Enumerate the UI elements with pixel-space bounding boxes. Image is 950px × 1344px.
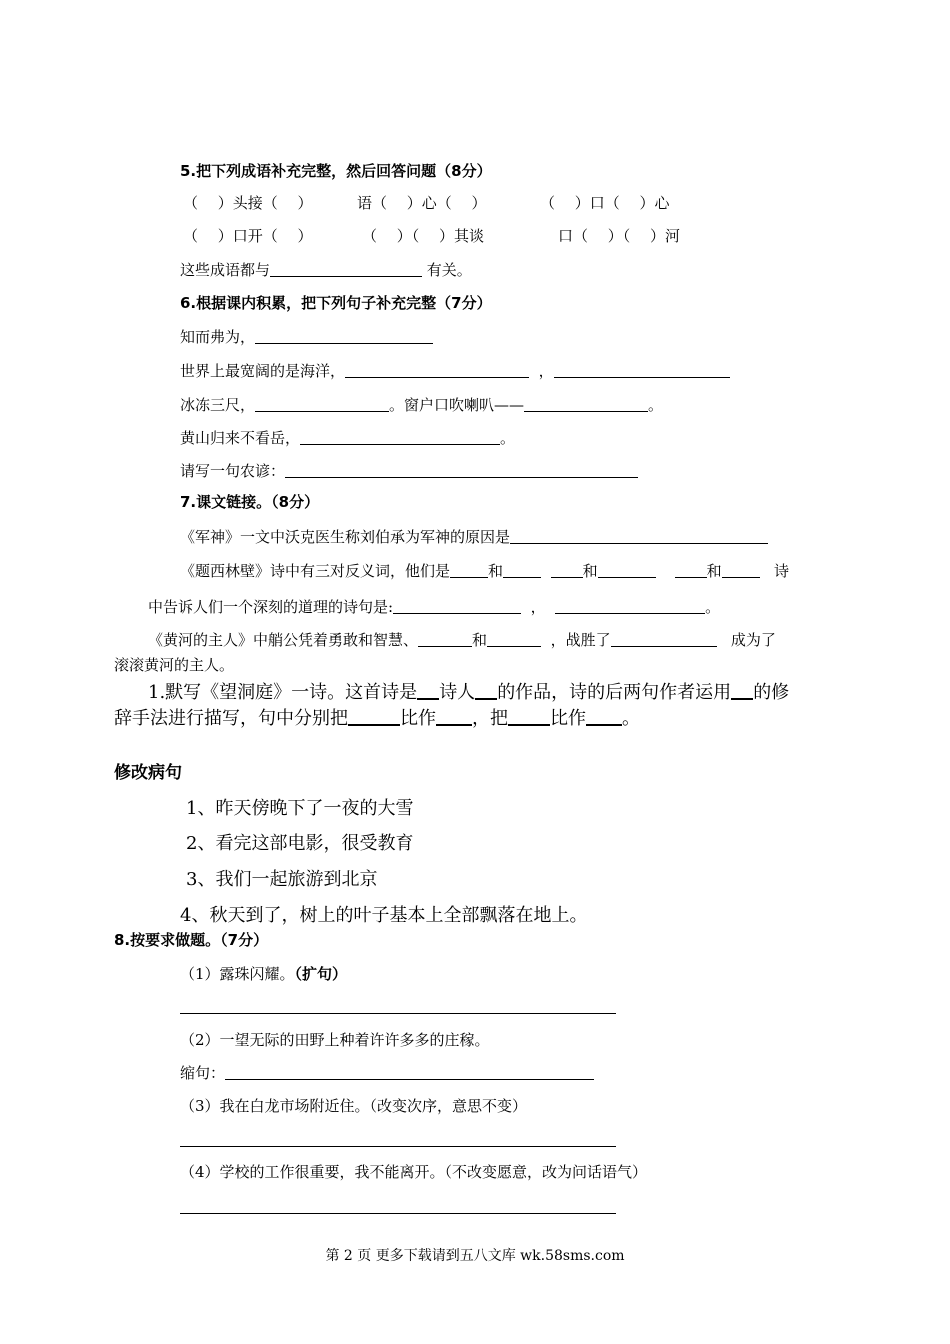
q7-line-5: 滚滚黄河的主人。: [114, 656, 235, 674]
idiom-blank-2: 语（ ）心（ ）: [357, 194, 487, 212]
bingju-item-3: 3、我们一起旅游到北京: [186, 869, 378, 890]
answer-blank[interactable]: [393, 597, 521, 614]
answer-blank[interactable]: [225, 1063, 594, 1080]
section-title-bingju: 修改病句: [114, 763, 182, 783]
answer-blank[interactable]: [487, 630, 541, 647]
answer-line[interactable]: [180, 1146, 616, 1147]
bingju-item-1: 1、昨天傍晚下了一夜的大雪: [186, 798, 414, 819]
q7-title: 7.课文链接。（8分）: [180, 493, 320, 511]
answer-line[interactable]: [180, 1213, 616, 1214]
answer-blank[interactable]: [417, 680, 439, 700]
answer-blank[interactable]: [554, 361, 730, 378]
q5-title: 5.把下列成语补充完整，然后回答问题（8分）: [180, 162, 492, 180]
q8-sentence-4: （4）学校的工作很重要，我不能离开。（不改变愿意，改为问话语气）: [180, 1163, 648, 1181]
q8-sentence-3: （3）我在白龙市场附近住。（改变次序，意思不变）: [180, 1097, 528, 1115]
page-footer: 第 2 页 更多下载请到五八文库 wk.58sms.com: [325, 1248, 625, 1264]
q6-line-1: 知而弗为，: [180, 327, 433, 347]
answer-blank[interactable]: [508, 706, 550, 726]
q8-title: 8.按要求做题。（7分）: [114, 931, 269, 949]
q6-line-5: 请写一句农谚：: [180, 461, 638, 481]
q7-line-3: 中告诉人们一个深刻的道理的诗句是: ， 。: [148, 598, 721, 616]
answer-blank[interactable]: [731, 680, 753, 700]
answer-blank[interactable]: [450, 561, 488, 578]
answer-blank[interactable]: [524, 395, 648, 412]
q7-line-4: 《黄河的主人》中艄公凭着勇敢和智慧、 和 ，战胜了 成为了: [148, 631, 776, 649]
q7-line-7: 辞手法进行描写，句中分别把 比作 ，把 比作 。: [114, 708, 640, 729]
answer-blank[interactable]: [345, 361, 529, 378]
answer-blank[interactable]: [270, 260, 422, 277]
answer-blank[interactable]: [510, 527, 768, 544]
idiom-blank-6: 口（ ）（ ）河: [558, 227, 681, 245]
q7-line-2: 《题西林壁》诗中有三对反义词，他们是 和 和 和 诗: [180, 562, 790, 580]
q5-answer-line: 这些成语都与 有关。: [180, 261, 472, 279]
answer-blank[interactable]: [551, 561, 583, 578]
answer-blank[interactable]: [436, 706, 472, 726]
answer-blank[interactable]: [722, 561, 760, 578]
answer-blank[interactable]: [255, 327, 433, 344]
q7-line-1: 《军神》一文中沃克医生称刘伯承为军神的原因是: [180, 527, 768, 547]
answer-blank[interactable]: [586, 706, 622, 726]
q8-sentence-1: （1）露珠闪耀。（扩句）: [180, 965, 348, 983]
answer-blank[interactable]: [675, 561, 707, 578]
answer-blank[interactable]: [611, 630, 717, 647]
idiom-blank-5: （ ）（ ）其谈: [362, 227, 485, 245]
q7-line-6: 1.默写《望洞庭》一诗。这首诗是 诗人 的作品，诗的后两句作者运用 的修: [148, 682, 790, 703]
q6-line-3: 冰冻三尺， 。窗户口吹喇叭—— 。: [180, 396, 664, 414]
answer-blank[interactable]: [598, 561, 656, 578]
q8-condense-line: 缩句：: [180, 1063, 594, 1083]
q8-sentence-2: （2）一望无际的田野上种着许许多多的庄稼。: [180, 1031, 490, 1049]
q6-title: 6.根据课内积累，把下列句子补充完整（7分）: [180, 294, 492, 312]
idiom-blank-3: （ ）口（ ）心: [540, 194, 670, 212]
q6-line-4: 黄山归来不看岳， 。: [180, 429, 516, 447]
idiom-blank-1: （ ）头接（ ）: [183, 194, 313, 212]
bingju-item-2: 2、看完这部电影，很受教育: [186, 833, 414, 854]
answer-blank[interactable]: [300, 428, 500, 445]
answer-blank[interactable]: [255, 395, 389, 412]
answer-blank[interactable]: [285, 461, 638, 478]
idiom-blank-4: （ ）口开（ ）: [183, 227, 313, 245]
answer-blank[interactable]: [555, 597, 705, 614]
q6-line-2: 世界上最宽阔的是海洋， ，: [180, 361, 730, 381]
bingju-item-4: 4、秋天到了，树上的叶子基本上全部飘落在地上。: [180, 905, 588, 926]
answer-blank[interactable]: [503, 561, 541, 578]
answer-blank[interactable]: [475, 680, 497, 700]
answer-blank[interactable]: [348, 706, 400, 726]
answer-blank[interactable]: [418, 630, 472, 647]
answer-line[interactable]: [180, 1013, 616, 1014]
